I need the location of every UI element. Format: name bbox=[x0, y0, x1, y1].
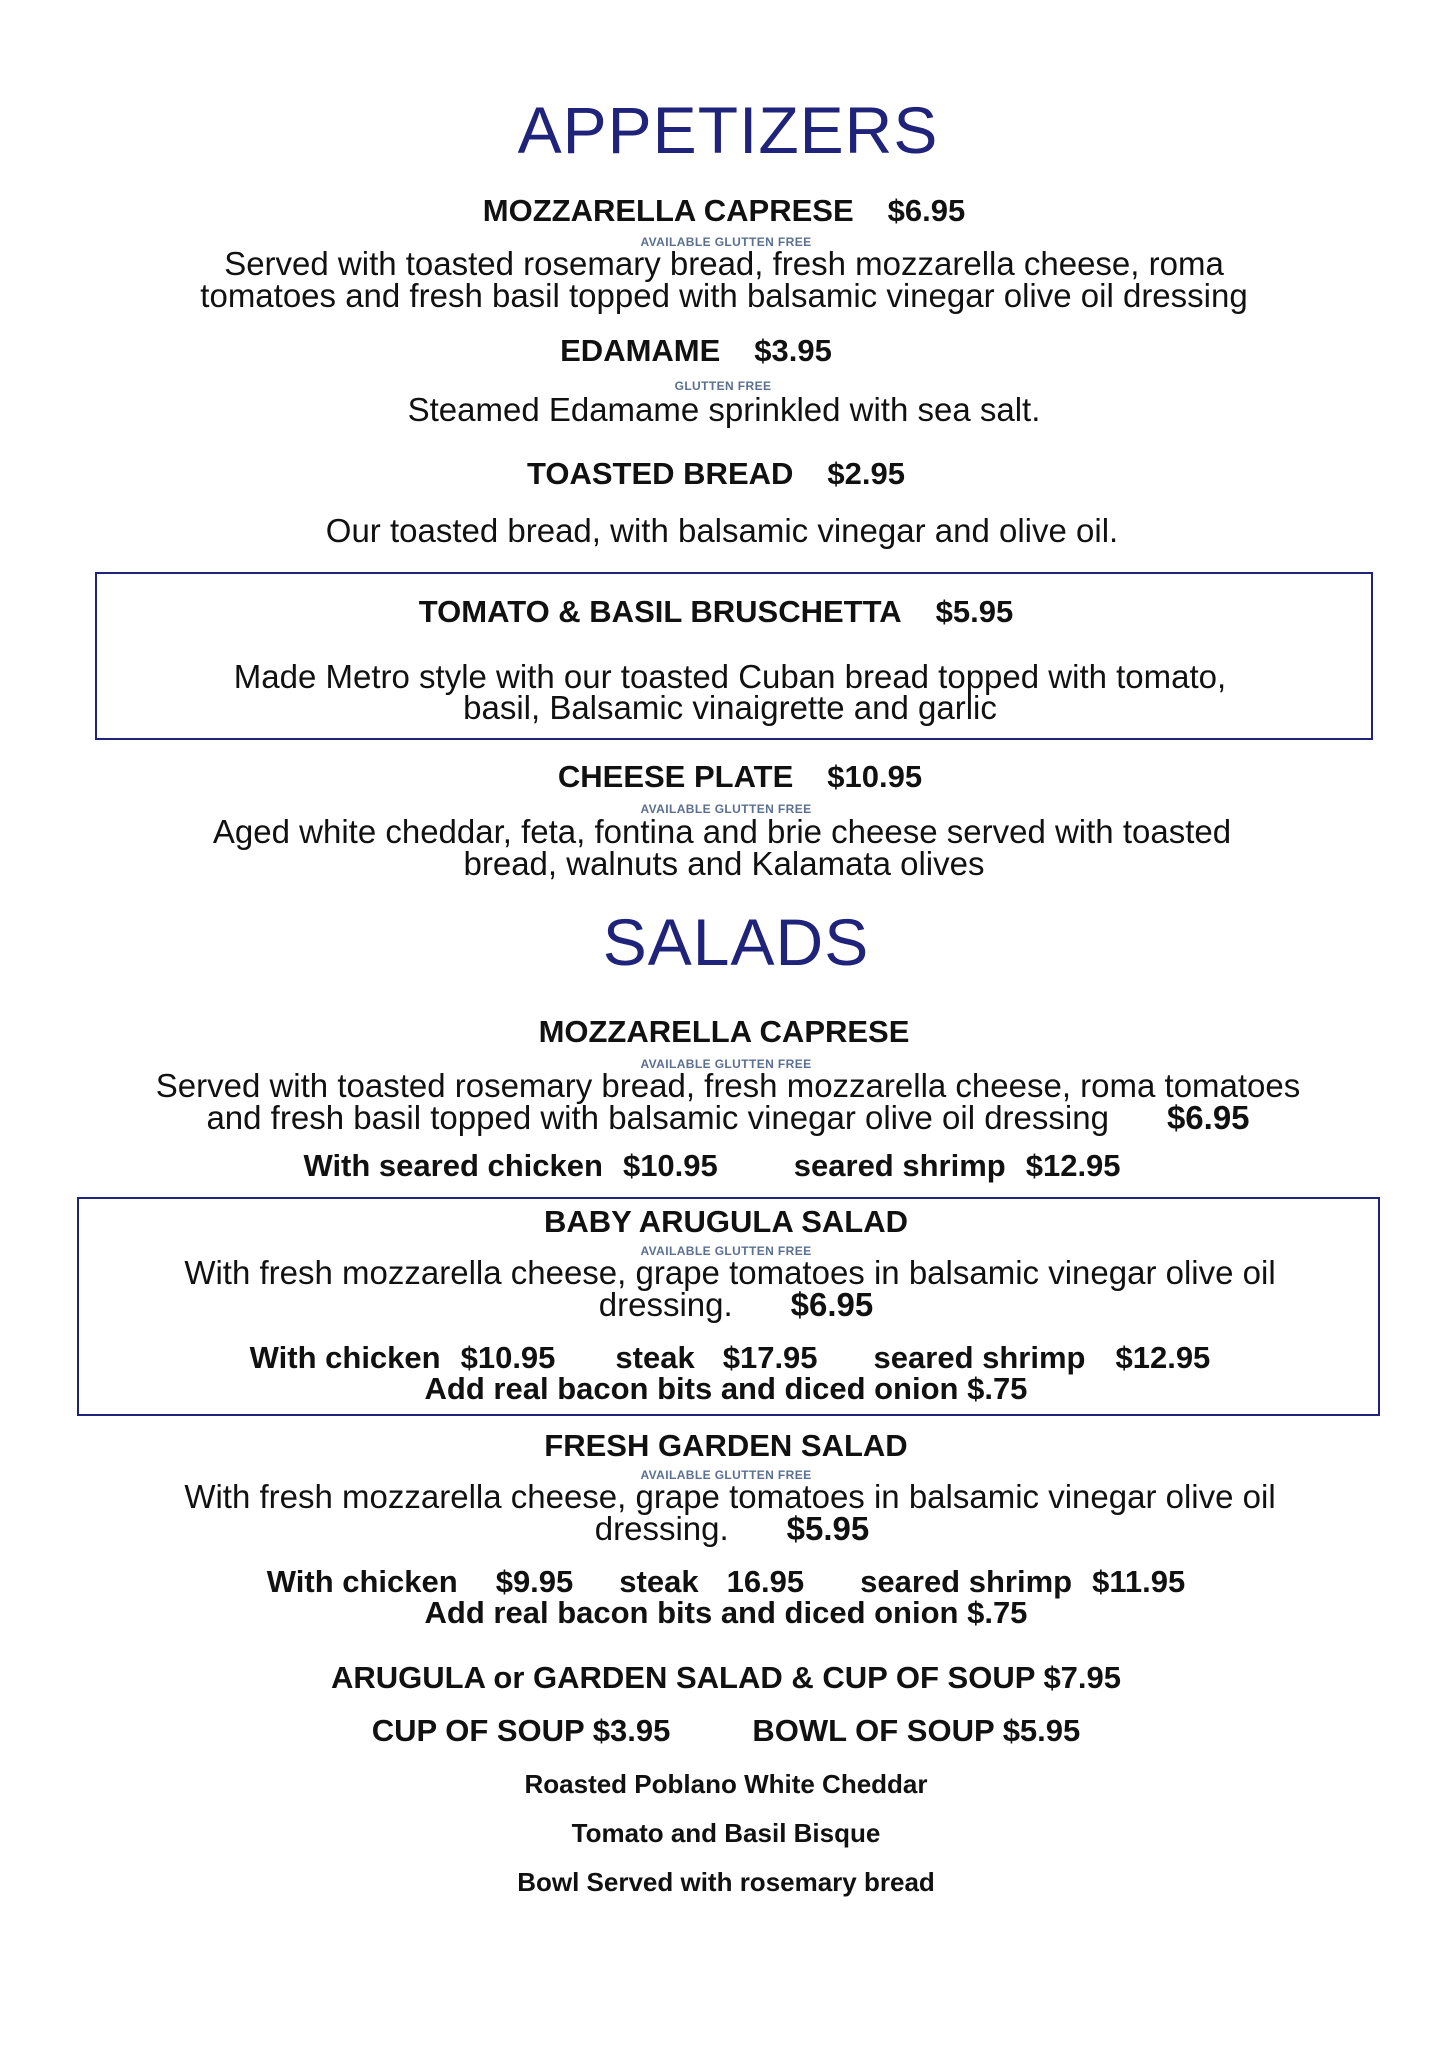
item-name: MOZZARELLA CAPRESE bbox=[482, 193, 854, 228]
addon-label: seared shrimp bbox=[793, 1148, 1006, 1183]
addon-label: steak bbox=[619, 1564, 699, 1599]
gluten-free-note: GLUTTEN FREE bbox=[674, 379, 772, 393]
appetizers-heading: APPETIZERS bbox=[517, 93, 939, 167]
addon-label: steak bbox=[615, 1340, 695, 1375]
addon-label: With seared chicken bbox=[303, 1148, 603, 1183]
gluten-free-note: AVAILABLE GLUTTEN FREE bbox=[640, 235, 812, 249]
item-price: $6.95 bbox=[1166, 1099, 1250, 1136]
item-price: $6.95 bbox=[790, 1286, 874, 1323]
menu-item-title: MOZZARELLA CAPRESE bbox=[538, 1014, 910, 1049]
soup-prices bbox=[2, 1713, 1448, 1749]
addon-price: $10.95 bbox=[460, 1340, 556, 1375]
cup-of-soup: CUP OF SOUP $3.95 bbox=[371, 1713, 671, 1748]
item-price: $5.95 bbox=[786, 1510, 870, 1547]
item-name: EDAMAME bbox=[560, 333, 721, 368]
bowl-note: Bowl Served with rosemary bread bbox=[517, 1867, 935, 1897]
description-text: dressing. bbox=[594, 1510, 729, 1547]
item-description bbox=[4, 1099, 1448, 1136]
addon-extra: Add real bacon bits and diced onion $.75 bbox=[424, 1371, 1028, 1406]
addon-options bbox=[0, 1148, 1436, 1184]
gluten-free-note: AVAILABLE GLUTTEN FREE bbox=[640, 1244, 812, 1258]
description-text: dressing. bbox=[598, 1286, 733, 1323]
item-description bbox=[12, 1286, 1448, 1323]
addon-price: $9.95 bbox=[495, 1564, 574, 1599]
item-description: Aged white cheddar, feta, fontina and brie cheese served with toasted bbox=[212, 813, 1232, 850]
item-name: CHEESE PLATE bbox=[557, 759, 794, 794]
item-description: basil, Balsamic vinaigrette and garlic bbox=[463, 689, 997, 726]
item-description: Served with toasted rosemary bread, fresh mozzarella cheese, roma bbox=[224, 245, 1224, 282]
item-description: Served with toasted rosemary bread, fresh mozzarella cheese, roma tomatoes bbox=[155, 1067, 1301, 1104]
bowl-of-soup: BOWL OF SOUP $5.95 bbox=[752, 1713, 1081, 1748]
item-description: With fresh mozzarella cheese, grape tomatoes in balsamic vinegar olive oil bbox=[184, 1254, 1276, 1291]
addon-label: seared shrimp bbox=[873, 1340, 1086, 1375]
addon-label: seared shrimp bbox=[860, 1564, 1073, 1599]
item-price: $3.95 bbox=[754, 333, 832, 368]
item-price: $5.95 bbox=[935, 594, 1014, 629]
menu-item-title bbox=[0, 193, 1448, 229]
item-description bbox=[8, 1510, 1448, 1547]
item-description: Steamed Edamame sprinkled with sea salt. bbox=[407, 391, 1041, 428]
item-price: $10.95 bbox=[827, 759, 923, 794]
combo-offer: ARUGULA or GARDEN SALAD & CUP OF SOUP $7.95 bbox=[330, 1660, 1122, 1695]
menu-item-title: BABY ARUGULA SALAD bbox=[544, 1204, 908, 1239]
addon-label: With chicken bbox=[249, 1340, 441, 1375]
addon-price: $11.95 bbox=[1092, 1564, 1186, 1599]
item-description: tomatoes and fresh basil topped with balsamic vinegar olive oil dressing bbox=[200, 277, 1248, 314]
gluten-free-note: AVAILABLE GLUTTEN FREE bbox=[640, 802, 812, 816]
addon-extra: Add real bacon bits and diced onion $.75 bbox=[424, 1595, 1028, 1630]
soup-option: Tomato and Basil Bisque bbox=[571, 1818, 881, 1848]
addon-price: $10.95 bbox=[622, 1148, 718, 1183]
item-description: Made Metro style with our toasted Cuban bread topped with tomato, bbox=[233, 658, 1227, 695]
item-price: $2.95 bbox=[827, 456, 905, 491]
menu-item-title: FRESH GARDEN SALAD bbox=[544, 1428, 908, 1463]
addon-price: $17.95 bbox=[722, 1340, 818, 1375]
menu-item-title bbox=[16, 759, 1448, 795]
item-description: With fresh mozzarella cheese, grape tomatoes in balsamic vinegar olive oil bbox=[184, 1478, 1276, 1515]
addon-price: $12.95 bbox=[1115, 1340, 1211, 1375]
item-name: TOASTED BREAD bbox=[527, 456, 794, 491]
soup-option: Roasted Poblano White Cheddar bbox=[524, 1769, 928, 1799]
description-text: and fresh basil topped with balsamic vinegar olive oil dressing bbox=[206, 1099, 1109, 1136]
addon-label: With chicken bbox=[266, 1564, 458, 1599]
salads-heading: SALADS bbox=[602, 905, 870, 979]
item-price: $6.95 bbox=[887, 193, 966, 228]
gluten-free-note: AVAILABLE GLUTTEN FREE bbox=[640, 1057, 812, 1071]
item-description: Our toasted bread, with balsamic vinegar and olive oil. bbox=[325, 512, 1119, 549]
item-description: bread, walnuts and Kalamata olives bbox=[463, 845, 985, 882]
gluten-free-note: AVAILABLE GLUTTEN FREE bbox=[640, 1468, 812, 1482]
menu-item-title bbox=[0, 594, 1440, 630]
menu-item-title bbox=[0, 333, 1420, 369]
addon-price: $12.95 bbox=[1025, 1148, 1121, 1183]
menu-item-title bbox=[0, 456, 1440, 492]
addon-price: 16.95 bbox=[726, 1564, 805, 1599]
item-name: TOMATO & BASIL BRUSCHETTA bbox=[418, 594, 902, 629]
